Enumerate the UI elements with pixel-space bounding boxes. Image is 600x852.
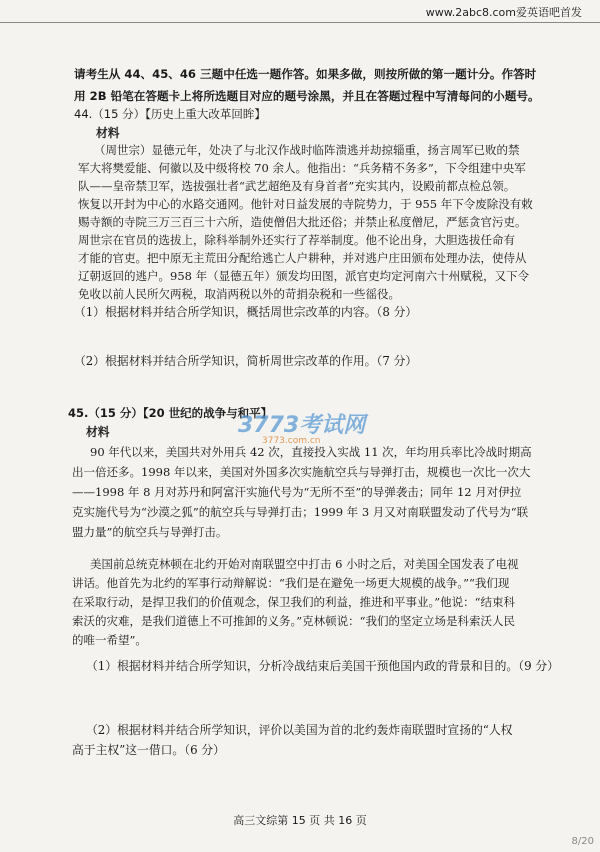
q45-subquestion-1: （1）根据材料并结合所学知识，分析冷战结束后美国干预他国内政的背景和目的。（9 分） (86, 659, 559, 673)
q45-para2-line: 索沃的灾难，是我们道德上不可推卸的义务。”克林顿说：“我们的坚定立场是科索沃人民 (72, 614, 516, 628)
page-indicator: 8/20 (571, 836, 594, 847)
q44-material-line: 周世宗在官员的选拔上，除科举制外还实行了荐举制度。他不论出身，大胆选拔任命有 (78, 233, 515, 247)
q45-heading: 45.（15 分）【20 世纪的战争与和平】 (68, 406, 273, 420)
q44-material-line: 恢复以开封为中心的水路交通网。他针对日益发展的寺院势力，于 955 年下令废除没有敕 (78, 197, 533, 211)
header-divider (0, 22, 600, 23)
q44-material-line: 赐寺额的寺院三万三百三十六所，造使僧侣大批还俗；并禁止私度僧尼，严惩贪官污吏。 (78, 215, 527, 229)
q44-material-line: （周世宗）显德元年，处决了与北汉作战时临阵溃逃并劫掠辎重，扬言周军已败的禁 (94, 143, 520, 157)
q45-para1-line: 90 年代以来，美国共对外用兵 42 次，直接投入实战 11 次，年均用兵率比冷战时期高 (90, 445, 532, 459)
q44-heading: 44.（15 分）【历史上重大改革回眸】 (74, 107, 266, 121)
q44-material-line: 才能的官吏。把中原无主荒田分配给逃亡人户耕种，并对逃户庄田颁布处理办法，使侍从 (78, 251, 527, 265)
site-header: www.2abc8.com爱英语吧首发 (425, 6, 582, 19)
q44-material-line: 队——皇帝禁卫军，选拔强壮者“武艺超绝及有身首者”充实其内，设殿前都点检总领。 (78, 179, 516, 193)
watermark-logo: 3773考试网 (238, 413, 366, 438)
q45-para2-line: 美国前总统克林顿在北约开始对南联盟空中打击 6 小时之后，对美国全国发表了电视 (90, 557, 519, 571)
q45-para2-line: 讲话。他首先为北约的军事行动辩解说：“我们是在避免一场更大规模的战争。”“我们现 (72, 576, 510, 590)
q45-para2-line: 的唯一希望”。 (72, 633, 147, 647)
instructions-line-2: 用 2B 铅笔在答题卡上将所选题目对应的题号涂黑，并且在答题过程中写清每问的小题号。 (74, 89, 540, 103)
q45-para1-line: 克实施代号为“沙漠之狐”的航空兵与导弹打击；1999 年 3 月又对南联盟发动了代号为“联 (72, 505, 529, 519)
instructions-line-1: 请考生从 44、45、46 三题中任选一题作答。如果多做，则按所做的第一题计分。作答时 (74, 67, 537, 81)
watermark-url: 3773.com.cn (262, 436, 321, 446)
q44-subquestion-1: （1）根据材料并结合所学知识，概括周世宗改革的内容。（8 分） (74, 305, 418, 319)
q45-material-label: 材料 (86, 425, 110, 439)
q45-para1-line: 出一倍还多。1998 年以来，美国对外国多次实施航空兵与导弹打击，规模也一次比一次大 (72, 465, 531, 479)
q45-subquestion-2-line-2: 高于主权”这一借口。（6 分） (72, 743, 225, 757)
q44-material-line: 军大将樊爱能、何徽以及中级将校 70 余人。他指出：“兵务精不务多”，下令组建中央军 (78, 161, 526, 175)
q44-material-line: 辽朝返回的逃户。958 年（显德五年）颁发均田图，派官吏均定河南六十州赋税，又下令 (78, 269, 530, 283)
q44-material-line: 免收以前人民所欠两税，取消两税以外的苛捐杂税和一些徭役。 (78, 287, 400, 301)
q45-para2-line: 在采取行动，是捍卫我们的价值观念，保卫我们的利益，推进和平事业。”他说：“结束科 (72, 595, 516, 609)
q44-subquestion-2: （2）根据材料并结合所学知识，简析周世宗改革的作用。（7 分） (74, 354, 418, 368)
q45-para1-line: ——1998 年 8 月对苏丹和阿富汗实施代号为“无所不至”的导弹袭击；同年 12 月对伊拉 (72, 485, 522, 499)
page-footer: 高三文综第 15 页 共 16 页 (233, 814, 367, 827)
q45-para1-line: 盟力量”的航空兵与导弹打击。 (72, 525, 228, 539)
q45-subquestion-2-line-1: （2）根据材料并结合所学知识，评价以美国为首的北约轰炸南联盟时宣扬的“人权 (86, 723, 513, 737)
q44-material-label: 材料 (96, 126, 120, 140)
